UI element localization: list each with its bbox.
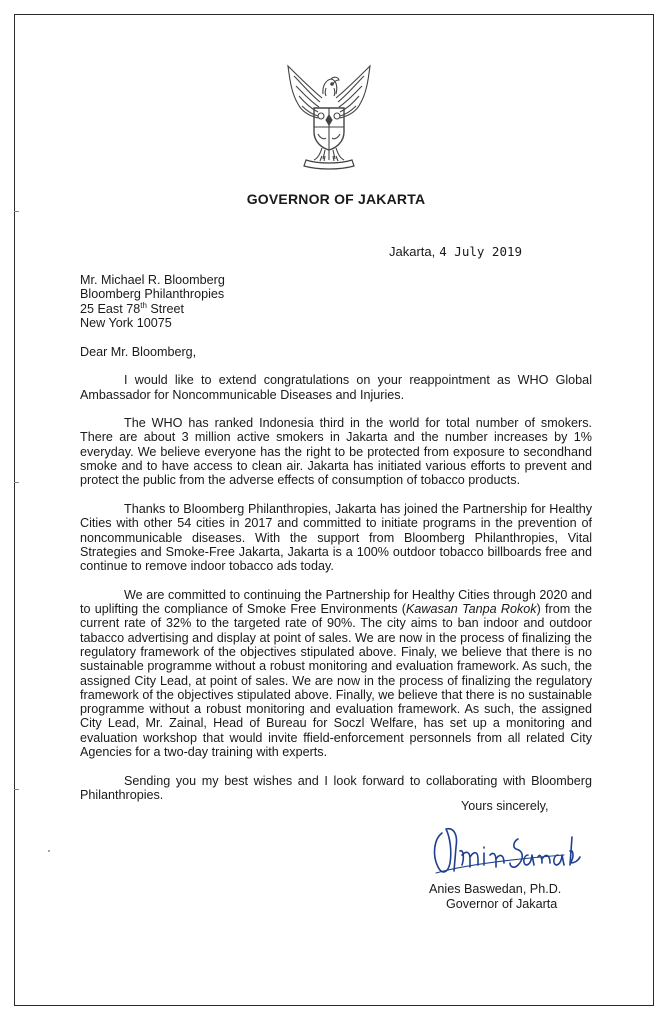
paragraph: The WHO has ranked Indonesia third in the world for total number of smokers. There are about 3 million active smokers in Jakarta and the number increases by 1% everyday. We believe everyone has the right to be protected from exposure to secondhand smoke and to have access to clean air. Jakarta has initiated various efforts to prevent and protect the public from the adverse effects of consumption of tobacco products. — [80, 416, 592, 488]
recipient-address — [80, 273, 225, 330]
street-name: Street — [146, 301, 184, 316]
letter-body — [80, 345, 592, 817]
margin-mark — [14, 789, 19, 790]
signer-title: Governor of Jakarta — [446, 897, 558, 911]
dateline — [389, 244, 522, 259]
signer-name: Anies Baswedan, Ph.D. — [429, 882, 562, 896]
handwritten-signature — [424, 815, 584, 883]
paragraph: Sending you my best wishes and I look forward to collaborating with Bloomberg Philanthropies. — [80, 773, 592, 802]
street-number: 25 East 78 — [80, 301, 141, 316]
recipient-name: Mr. Michael R. Bloomberg — [80, 273, 225, 287]
recipient-city: New York 10075 — [80, 315, 172, 330]
closing: Yours sincerely, — [461, 799, 549, 813]
paragraph: Thanks to Bloomberg Philanthropies, Jakarta has joined the Partnership for Healthy Cities with other 54 cities in 2017 and committed to initiate programs in the prevention of noncommunicable diseases. With the support from Bloomberg Philanthropies, Vital Strategies and Smoke-Free Jakarta, Jakarta is a 100% outdoor tobacco billboards free and continue to remove indoor tobacco ads today. — [80, 501, 592, 574]
street-ordinal: th — [140, 300, 147, 310]
recipient-organization: Bloomberg Philanthropies — [80, 287, 225, 302]
paragraph-text: We are committed to continuing the Partnership for Healthy Cities through 2020 and to uplifting the compliance of Smoke Free Environments ( — [80, 587, 592, 617]
margin-dot — [48, 850, 50, 852]
margin-mark — [14, 482, 19, 483]
salutation: Dear Mr. Bloomberg, — [80, 345, 197, 359]
paragraph-text: ) from the current rate of 32% to the targeted rate of 90%. The city aims to ban indoor and outdoor tabacco advertising and display at point of sales. We are now in the process of finalizing the regulatory framework of the objectives stipulated above. Finaly, we believe that there is no sustainable programme without a robust monitoring and evaluation framework. As such, the assigned City Lead, at point of sales. We are now in the process of finalizing the regulatory framework of the objectives stipulated above. Finally, we believe that there is no sustainable programme without a robust monitoring and evaluation framework. As such, the assigned City Lead, Mr. Zainal, Head of Bureau for Soczl Welfare, has set up a monitoring and evaluation workshop that would invite ffield-enforcement personnels from all related City Agencies for a two-day training with experts. — [80, 602, 592, 760]
margin-mark — [14, 211, 19, 212]
garuda-emblem — [276, 60, 382, 172]
italic-term: Kawasan Tanpa Rokok — [406, 602, 537, 617]
recipient-street — [80, 302, 225, 316]
paragraph — [80, 588, 592, 760]
date-place: Jakarta, — [389, 244, 436, 259]
paragraph: I would like to extend congratulations on your reappointment as WHO Global Ambassador for Noncommunicable Diseases and Injuries. — [80, 373, 592, 402]
date-value: 4 July 2019 — [439, 244, 523, 259]
letterhead-title: GOVERNOR OF JAKARTA — [246, 191, 426, 207]
